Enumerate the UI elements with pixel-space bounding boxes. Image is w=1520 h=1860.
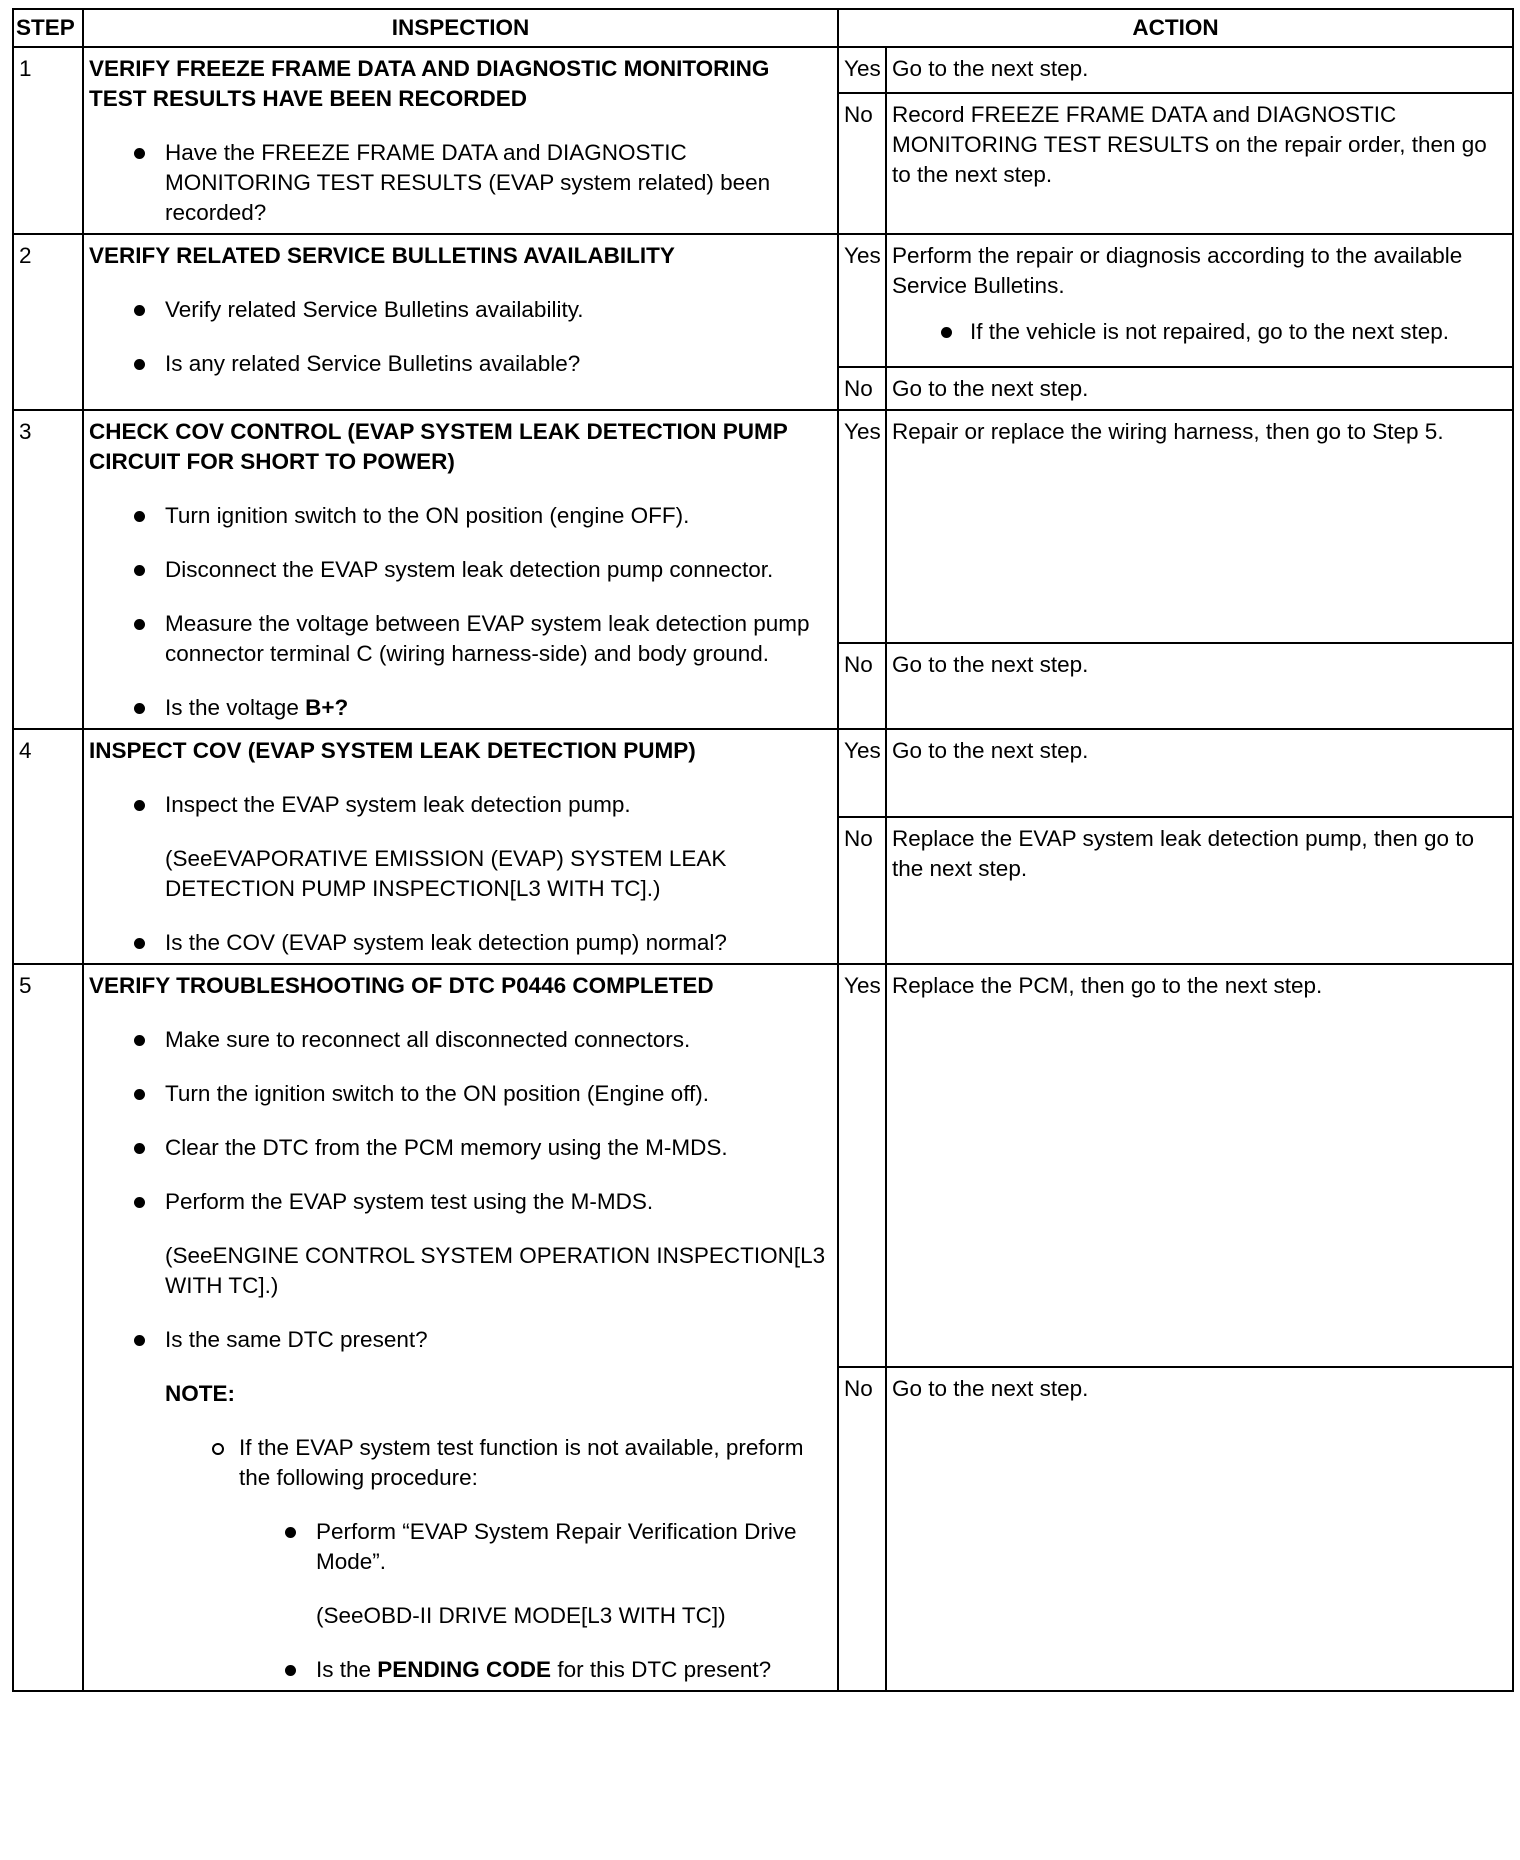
inspection-bullet: Perform the EVAP system test using the M-MDS.	[89, 1187, 830, 1217]
step-title: VERIFY FREEZE FRAME DATA AND DIAGNOSTIC MONITORING TEST RESULTS HAVE BEEN RECORDED	[89, 56, 770, 111]
step-inspection	[83, 234, 838, 410]
question-text: Is the voltage	[165, 695, 306, 720]
no-action: Go to the next step.	[886, 1367, 1513, 1691]
question-emphasis: B+?	[305, 695, 349, 720]
header-action: ACTION	[838, 9, 1513, 47]
inspection-bullet: Inspect the EVAP system leak detection pump.	[89, 790, 830, 820]
step-inspection	[83, 729, 838, 964]
step-inspection	[83, 964, 838, 1691]
procedure-bullet: Perform “EVAP System Repair Verification Drive Mode”.	[89, 1517, 830, 1577]
no-action: Go to the next step.	[886, 643, 1513, 729]
yes-label: Yes	[838, 234, 886, 367]
inspection-bullet: Make sure to reconnect all disconnected connectors.	[89, 1025, 830, 1055]
step-inspection	[83, 47, 838, 234]
inspection-bullet: Have the FREEZE FRAME DATA and DIAGNOSTIC MONITORING TEST RESULTS (EVAP system related) been recorded?	[89, 138, 830, 228]
yes-action	[886, 234, 1513, 367]
inspection-bullet: Turn the ignition switch to the ON position (Engine off).	[89, 1079, 830, 1109]
action-bullet: If the vehicle is not repaired, go to the next step.	[892, 317, 1505, 347]
question-text: Is the	[316, 1657, 378, 1682]
question-text: for this DTC present?	[551, 1657, 772, 1682]
inspection-bullet: Turn ignition switch to the ON position (engine OFF).	[89, 501, 830, 531]
inspection-bullet: Clear the DTC from the PCM memory using the M-MDS.	[89, 1133, 830, 1163]
no-label: No	[838, 1367, 886, 1691]
reference-link[interactable]: (SeeEVAPORATIVE EMISSION (EVAP) SYSTEM LEAK DETECTION PUMP INSPECTION[L3 WITH TC].)	[165, 846, 727, 901]
inspection-bullet: Verify related Service Bulletins availability.	[89, 295, 830, 325]
yes-action: Repair or replace the wiring harness, then go to Step 5.	[886, 410, 1513, 643]
step-inspection	[83, 410, 838, 729]
step-3-yes-row	[13, 410, 1513, 643]
yes-label: Yes	[838, 410, 886, 643]
step-title: VERIFY TROUBLESHOOTING OF DTC P0446 COMPLETED	[89, 973, 714, 998]
inspection-question	[89, 693, 830, 723]
step-number: 4	[13, 729, 83, 964]
step-1-yes-row	[13, 47, 1513, 93]
step-title: CHECK COV CONTROL (EVAP SYSTEM LEAK DETECTION PUMP CIRCUIT FOR SHORT TO POWER)	[89, 419, 788, 474]
no-action: Record FREEZE FRAME DATA and DIAGNOSTIC MONITORING TEST RESULTS on the repair order, then go to the next step.	[886, 93, 1513, 234]
yes-label: Yes	[838, 47, 886, 93]
yes-action: Replace the PCM, then go to the next step.	[886, 964, 1513, 1367]
header-inspection: INSPECTION	[83, 9, 838, 47]
question-emphasis: PENDING CODE	[377, 1657, 552, 1682]
diagnostic-procedure-sheet	[12, 8, 1512, 1692]
yes-label: Yes	[838, 729, 886, 817]
inspection-question: Is the COV (EVAP system leak detection pump) normal?	[89, 928, 830, 958]
no-action: Replace the EVAP system leak detection pump, then go to the next step.	[886, 817, 1513, 964]
inspection-question: Is the same DTC present?	[89, 1325, 830, 1355]
yes-action: Go to the next step.	[886, 729, 1513, 817]
yes-action-text: Perform the repair or diagnosis according to the available Service Bulletins.	[892, 243, 1463, 298]
step-number: 2	[13, 234, 83, 410]
step-title: INSPECT COV (EVAP SYSTEM LEAK DETECTION PUMP)	[89, 738, 696, 763]
step-2-yes-row	[13, 234, 1513, 367]
reference-link[interactable]: (SeeENGINE CONTROL SYSTEM OPERATION INSPECTION[L3 WITH TC].)	[165, 1243, 826, 1298]
step-title: VERIFY RELATED SERVICE BULLETINS AVAILABILITY	[89, 243, 675, 268]
note-label: NOTE:	[165, 1381, 235, 1406]
header-row	[13, 9, 1513, 47]
step-number: 5	[13, 964, 83, 1691]
no-action: Go to the next step.	[886, 367, 1513, 410]
yes-label: Yes	[838, 964, 886, 1367]
diagnostic-table	[12, 8, 1514, 1692]
no-label: No	[838, 817, 886, 964]
step-number: 3	[13, 410, 83, 729]
step-4-yes-row	[13, 729, 1513, 817]
inspection-bullet: Is any related Service Bulletins available?	[89, 349, 830, 379]
step-5-yes-row	[13, 964, 1513, 1367]
reference-link[interactable]: (SeeOBD-II DRIVE MODE[L3 WITH TC])	[316, 1603, 726, 1628]
inspection-bullet: Disconnect the EVAP system leak detection pump connector.	[89, 555, 830, 585]
procedure-question	[89, 1655, 830, 1685]
no-label: No	[838, 93, 886, 234]
note-item: If the EVAP system test function is not available, preform the following procedure:	[89, 1433, 830, 1493]
no-label: No	[838, 367, 886, 410]
no-label: No	[838, 643, 886, 729]
note-procedure	[89, 1517, 830, 1685]
step-number: 1	[13, 47, 83, 234]
inspection-bullet: Measure the voltage between EVAP system leak detection pump connector terminal C (wiring harness-side) and body ground.	[89, 609, 830, 669]
header-step: STEP	[13, 9, 83, 47]
yes-action: Go to the next step.	[886, 47, 1513, 93]
